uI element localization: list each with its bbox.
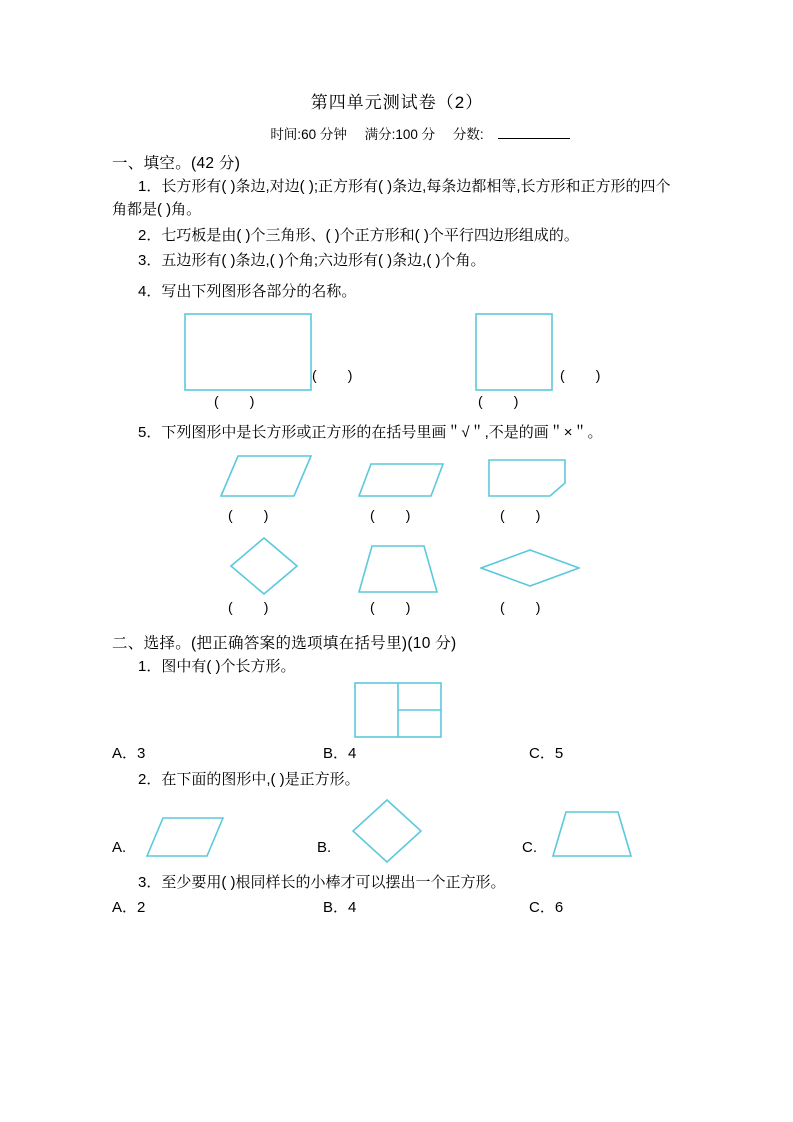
- square-rotated-option-b[interactable]: [352, 799, 422, 863]
- option-b-q1[interactable]: B．4: [323, 744, 357, 762]
- square-shape: [475, 313, 553, 391]
- score-blank-line[interactable]: [498, 138, 570, 139]
- question-5-figures-row-1: [112, 455, 682, 535]
- rectangle-bottom-blank[interactable]: ( ): [214, 393, 255, 410]
- option-a-q3[interactable]: A．2: [112, 899, 146, 917]
- exam-meta: [112, 123, 682, 143]
- question-1-1: 1．长方形有( )条边,对边( );正方形有( )条边,每条边都相等,长方形和正方形的四个角都是( )角。: [112, 178, 671, 219]
- answer-blank-p6[interactable]: ( ): [500, 598, 541, 615]
- question-1-3: 3．五边形有( )条边,( )个角;六边形有( )条边,( )个角。: [138, 251, 486, 269]
- section-2-heading: 二、选择。(把正确答案的选项填在括号里)(10 分): [112, 634, 457, 652]
- parallelogram-option-a[interactable]: [146, 817, 224, 857]
- question-2-1: 1．图中有( )个长方形。: [138, 657, 296, 675]
- question-2-3-options: [112, 896, 682, 918]
- square-bottom-blank[interactable]: ( ): [478, 393, 519, 410]
- answer-blank-p3[interactable]: ( ): [500, 506, 541, 523]
- option-a-q2[interactable]: A.: [112, 839, 127, 856]
- question-5-figures-row-2: [112, 537, 682, 617]
- answer-blank-p4[interactable]: ( ): [228, 598, 269, 615]
- parallelogram-shape: [220, 455, 312, 497]
- question-1-2: 2．七巧板是由( )个三角形、( )个正方形和( )个平行四边形组成的。: [138, 226, 579, 244]
- answer-blank-p2[interactable]: ( ): [370, 506, 411, 523]
- option-a-q1[interactable]: A．3: [112, 744, 146, 762]
- rectangle-shape: [184, 313, 312, 391]
- question-2-1-options: [112, 742, 682, 764]
- trapezoid-option-c[interactable]: [552, 811, 632, 857]
- option-b-q3[interactable]: B．4: [323, 899, 357, 917]
- question-2-1-figure: [112, 682, 682, 742]
- wide-rhombus-shape: [480, 549, 580, 587]
- question-2-3: 3．至少要用( )根同样长的小棒才可以摆出一个正方形。: [138, 874, 506, 891]
- question-2-2-options: [112, 799, 682, 865]
- option-c-q1[interactable]: C．5: [529, 744, 564, 762]
- question-2-2: 2．在下面的图形中,( )是正方形。: [138, 770, 360, 788]
- question-4-figures: [112, 309, 682, 417]
- meta-score-label: 分数:: [452, 127, 484, 142]
- rhombus-shape: [230, 537, 298, 595]
- question-1-5: 5．下列图形中是长方形或正方形的在括号里画＂√＂,不是的画＂×＂。: [138, 424, 603, 442]
- right-trapezoid-shape: [488, 459, 566, 497]
- meta-full-score: 满分:100 分: [364, 127, 436, 142]
- section-1-heading: 一、填空。(42 分): [112, 155, 241, 172]
- isosceles-trapezoid-shape: [358, 545, 438, 593]
- option-b-q2[interactable]: B.: [317, 839, 332, 856]
- meta-time: 时间:60 分钟: [270, 127, 347, 142]
- question-1-4: 4．写出下列图形各部分的名称。: [138, 283, 357, 300]
- page-title: 第四单元测试卷（2）: [310, 93, 484, 112]
- square-right-blank[interactable]: ( ): [560, 367, 601, 384]
- option-c-q3[interactable]: C．6: [529, 899, 564, 917]
- answer-blank-p1[interactable]: ( ): [228, 506, 269, 523]
- option-c-q2[interactable]: C.: [522, 839, 537, 856]
- page-content: [112, 88, 682, 918]
- answer-blank-p5[interactable]: ( ): [370, 598, 411, 615]
- divided-rectangle-shape: [354, 682, 442, 738]
- rectangle-right-blank[interactable]: ( ): [312, 367, 353, 384]
- trapezoid-shape: [358, 463, 444, 497]
